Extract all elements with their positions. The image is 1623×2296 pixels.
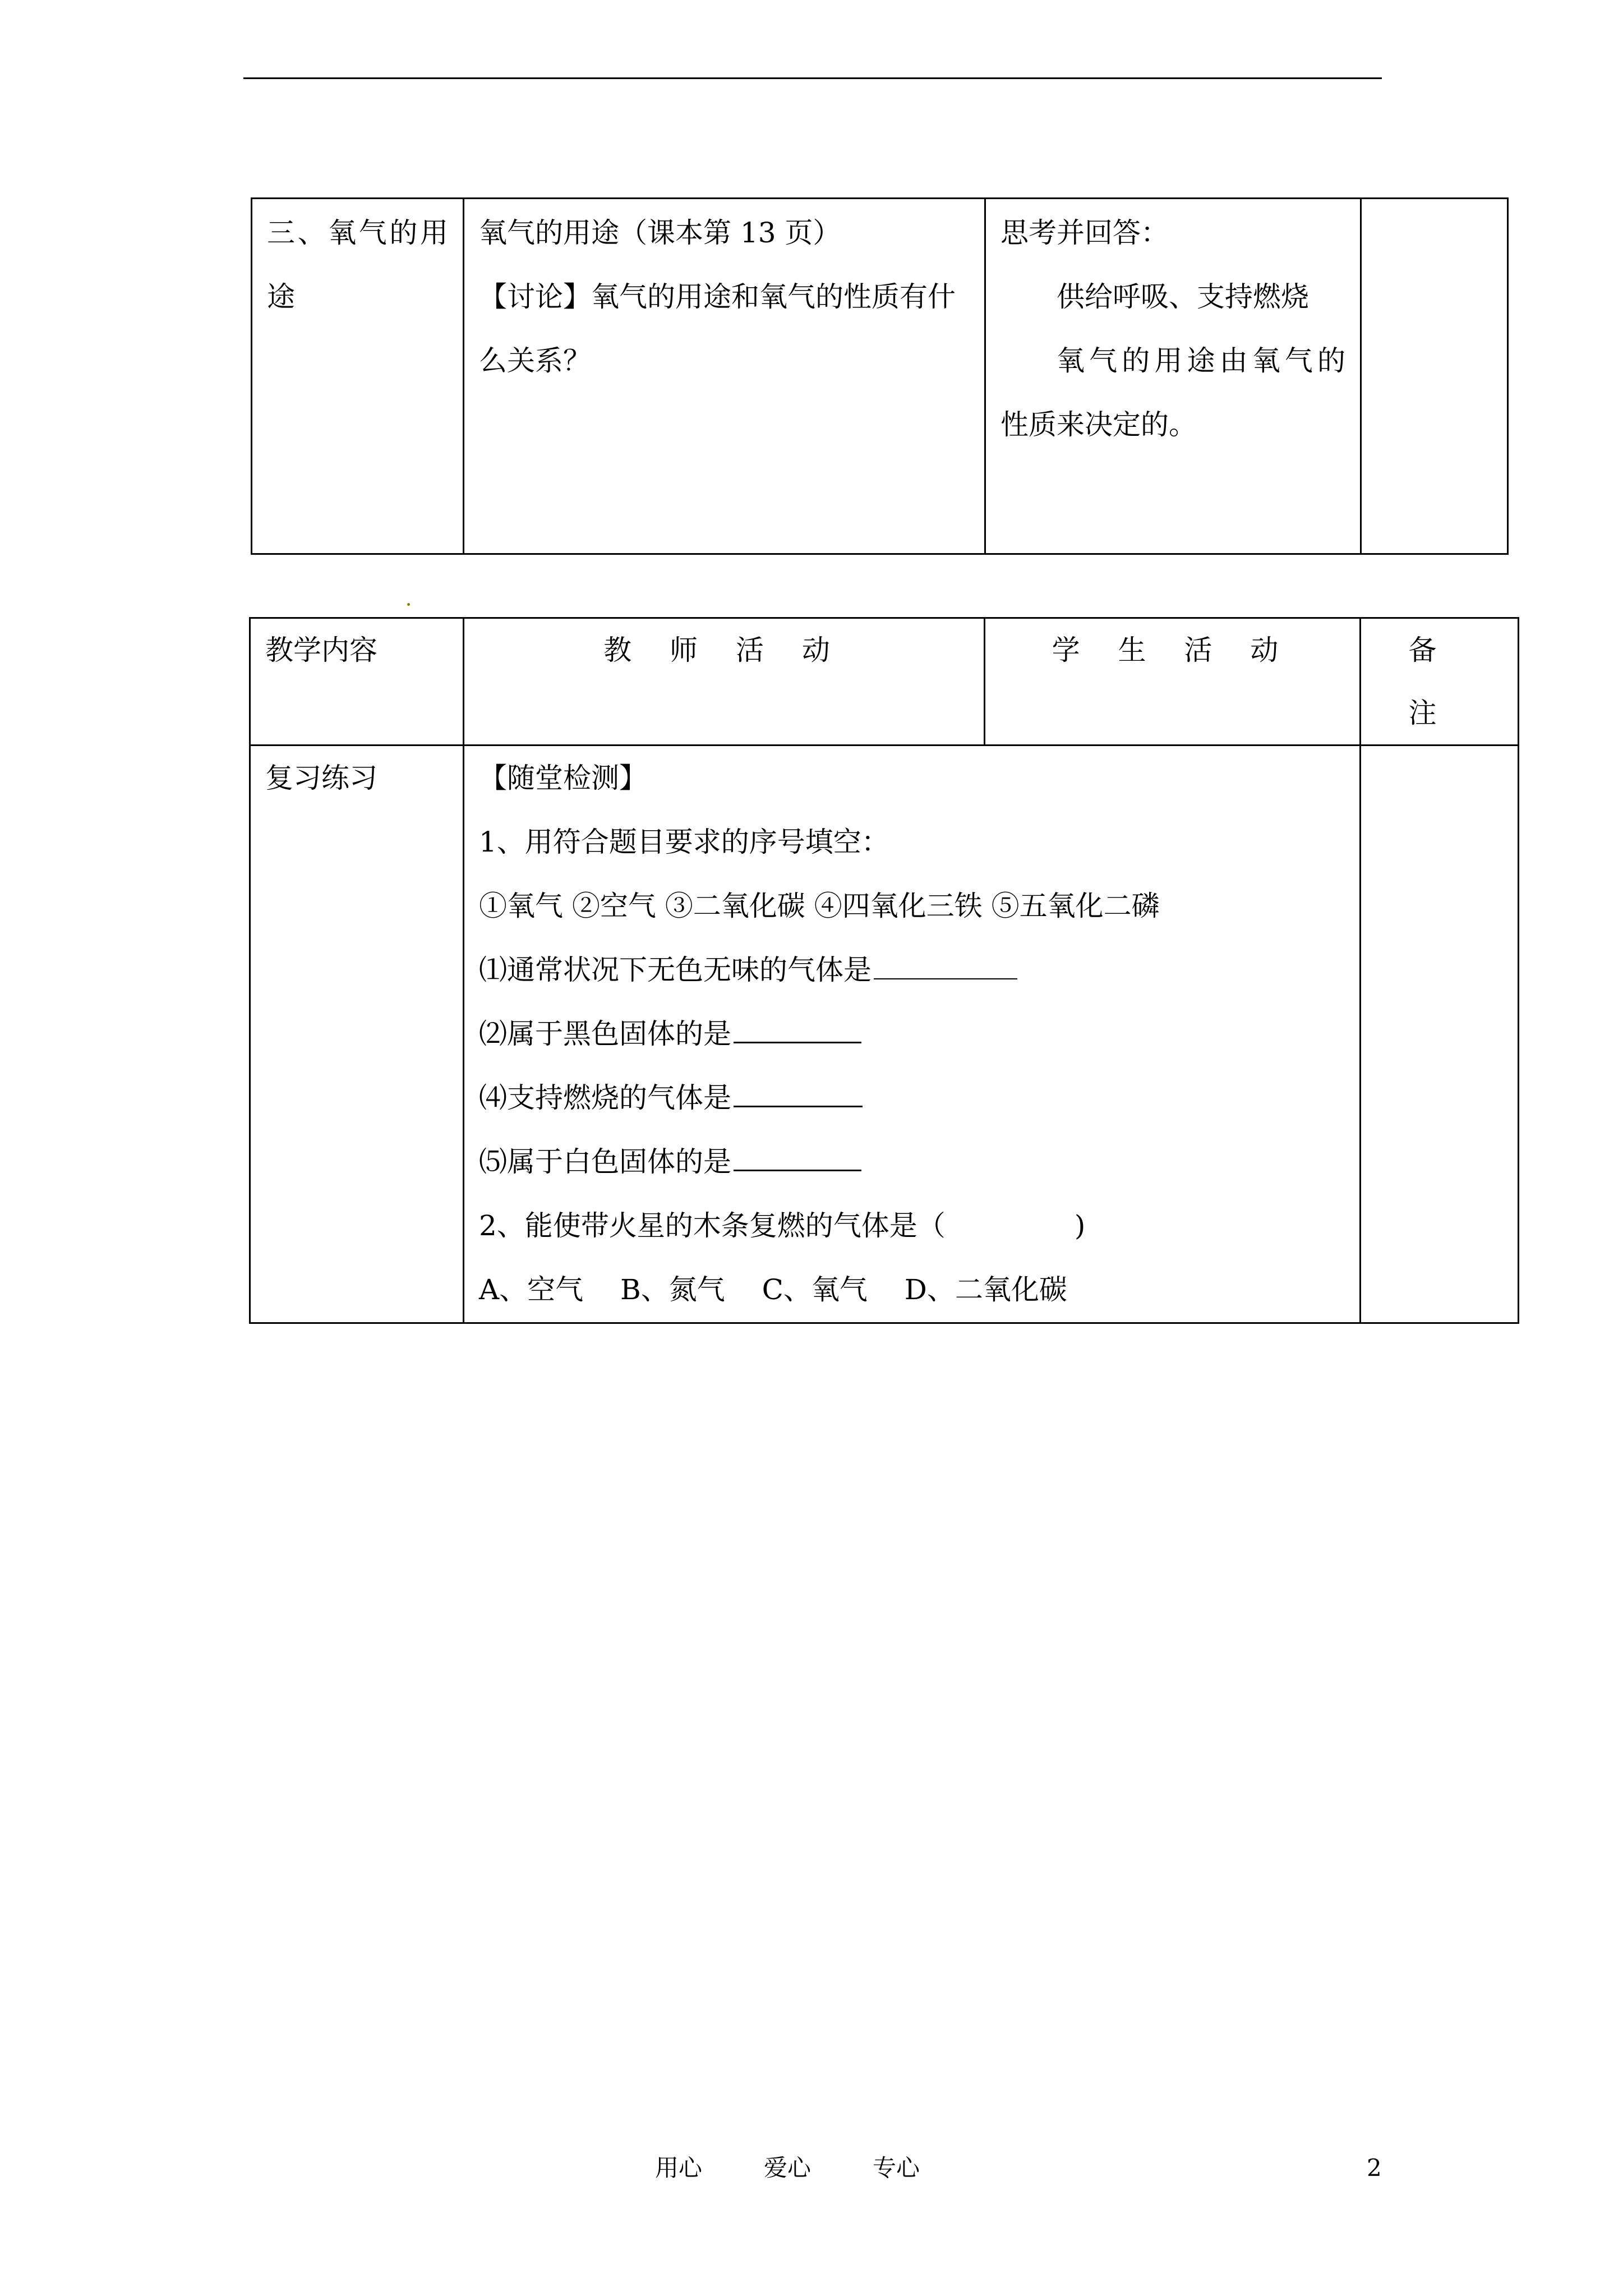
header-notes: 备 注 [1361,618,1519,746]
teacher-activity-cell [464,199,985,554]
blank-prompt: ⑸属于白色固体的是 [479,1145,731,1178]
exercise-options: ①氧气 ②空气 ③二氧化碳 ④四氧化三铁 ⑤五氧化二磷 [479,890,1160,922]
table-row [252,199,1508,554]
content-cell: 复习练习 [250,746,464,1323]
answer-blank [874,973,1017,979]
blank-prompt: ⑵属于黑色固体的是 [479,1018,731,1050]
answer-blank [734,1100,863,1107]
teacher-line: 【讨论】氧气的用途和氧气的性质有什 [479,280,956,313]
notes-cell [1361,746,1519,1323]
motto-word: 专心 [873,2154,920,2182]
table-row [250,746,1519,1323]
page-number: 2 [1367,2154,1382,2182]
stray-dot [407,603,410,606]
motto-word: 爱心 [764,2154,811,2182]
closing-paren: ) [1074,1209,1086,1242]
header-student: 学 生 活 动 [985,618,1361,746]
section-title-line: 三、氧气的用 [267,217,448,249]
student-line: 供给呼吸、支持燃烧 [1057,280,1309,313]
teacher-line: 氧气的用途（课本第 13 页） [479,217,841,249]
blank-prompt: ⑴通常状况下无色无味的气体是 [479,954,872,986]
exercise-blank-line [479,1002,1345,1066]
section-title-line: 途 [267,280,295,313]
section-cell [252,199,464,554]
oxygen-uses-table [251,197,1509,555]
review-exercise-table [249,617,1519,1324]
blank-prompt: ⑷支持燃烧的气体是 [479,1082,731,1114]
student-line: 性质来决定的。 [1000,408,1197,441]
exercise-blank-line [479,1130,1345,1194]
question-text: 2、能使带火星的木条复燃的气体是（ [479,1209,946,1242]
teacher-line: 么关系？ [479,344,591,377]
answer-blank [734,1164,861,1171]
header-teacher: 教 师 活 动 [464,618,985,746]
table-header-row [250,618,1519,746]
exercise-question [479,1194,1345,1258]
student-line: 氧气的用途由氧气的 [1057,344,1345,377]
exercise-blank-line [479,1066,1345,1130]
exercise-blank-line [479,938,1345,1002]
student-line: 思考并回答： [1000,217,1169,249]
exercise-heading: 【随堂检测】 [479,762,647,794]
page-footer [0,2148,1623,2188]
header-rule [243,77,1382,79]
notes-cell [1361,199,1508,554]
answer-blank [734,1036,861,1043]
exercise-question: 1、用符合题目要求的序号填空： [479,826,889,858]
motto-word: 用心 [655,2154,703,2182]
header-content: 教学内容 [250,618,464,746]
student-activity-cell [985,199,1361,554]
footer-motto [655,2148,920,2188]
exercise-cell [464,746,1361,1323]
exercise-choices: A、空气 B、氮气 C、氧气 D、二氧化碳 [479,1273,1067,1306]
